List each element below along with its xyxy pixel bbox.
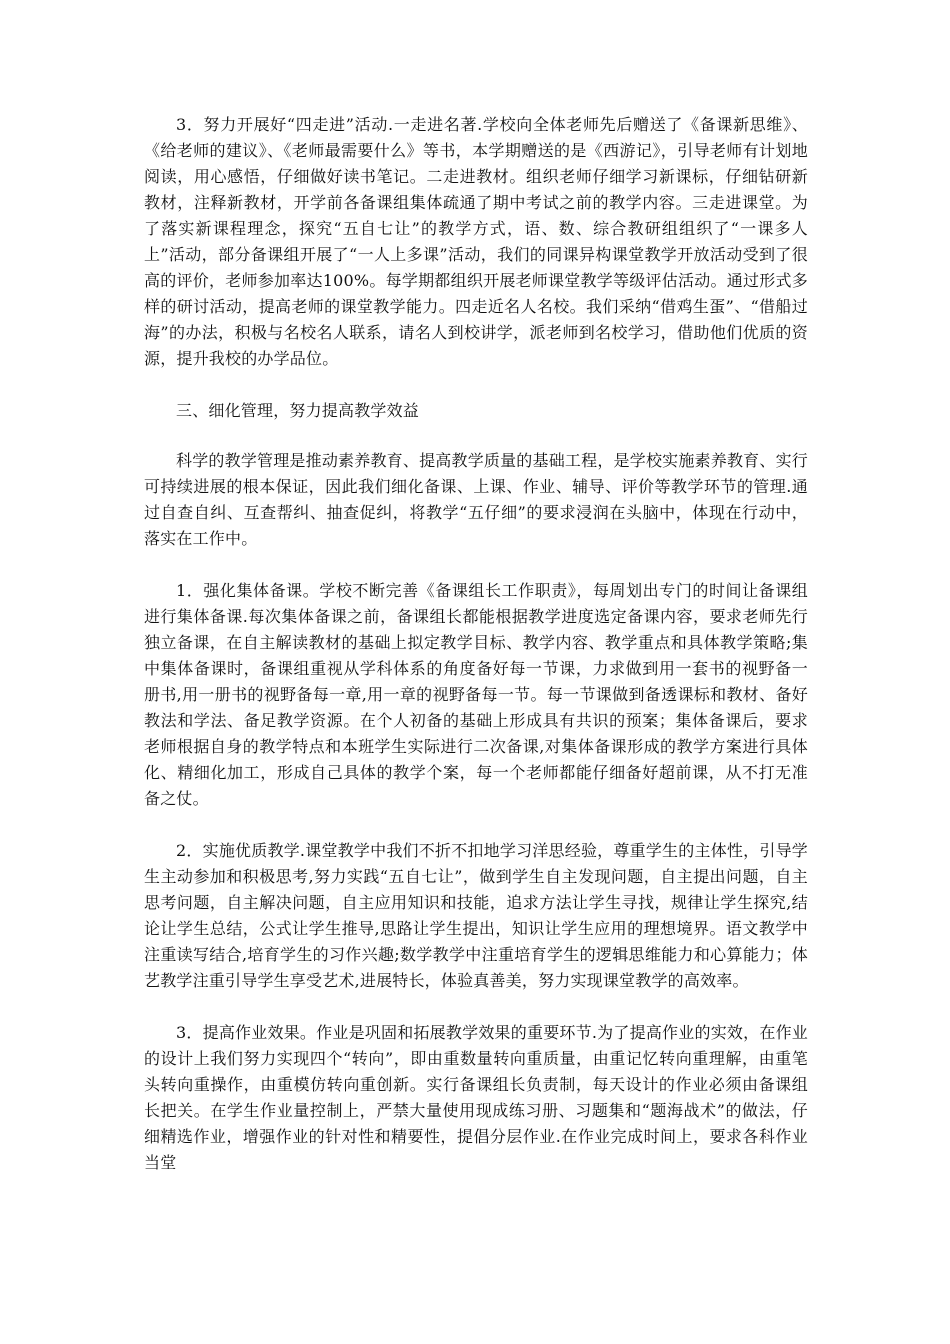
paragraph-teaching-management: 科学的教学管理是推动素养教育、提高教学质量的基础工程，是学校实施素养教育、实行可持续进展的根本保证，因此我们细化备课、上课、作业、辅导、评价等教学环节的管理.通过自查自纠、互查帮纠、抽查促纠，将教学“五仔细”的要求浸润在头脑中，体现在行动中，落实在工作中。 [144,451,808,548]
paragraph-quality-teaching: 2．实施优质教学.课堂教学中我们不折不扣地学习洋思经验，尊重学生的主体性，引导学生主动参加和积极思考,努力实践“五自七让”，做到学生自主发现问题，自主提出问题，自主思考问题，自主解决问题，自主应用知识和技能，追求方法让学生寻找，规律让学生探究,结论让学生总结，公式让学生推导,思路让学生提出，知识让学生应用的理想境界。语文教学中注重读写结合,培育学生的习作兴趣;数学教学中注重培育学生的逻辑思维能力和心算能力；体艺教学注重引导学生享受艺术,进展特长，体验真善美，努力实现课堂教学的高效率。 [144,841,808,990]
paragraph-homework-effect: 3．提高作业效果。作业是巩固和拓展教学效果的重要环节.为了提高作业的实效，在作业的设计上我们努力实现四个“转向”，即由重数量转向重质量，由重记忆转向重理解，由重笔头转向重操作，由重模仿转向重创新。实行备课组长负责制，每天设计的作业必须由备课组长把关。在学生作业量控制上，严禁大量使用现成练习册、习题集和“题海战术”的做法，仔细精选作业，增强作业的针对性和精要性，提倡分层作业.在作业完成时间上，要求各科作业当堂 [144,1023,808,1172]
document-body [144,112,808,1202]
section-heading: 三、细化管理，努力提高教学效益 [176,401,420,420]
paragraph-four-walk-ins: 3．努力开展好“四走进”活动.一走进名著.学校向全体老师先后赠送了《备课新思维》、《给老师的建议》、《老师最需要什么》等书，本学期赠送的是《西游记》，引导老师有计划地阅读，用心感悟，仔细做好读书笔记。二走进教材。组织老师仔细学习新课标，仔细钻研新教材，注释新教材，开学前各备课组集体疏通了期中考试之前的教学内容。三走进课堂。为了落实新课程理念，探究“五自七让”的教学方式，语、数、综合教研组组织了“一课多人上”活动，部分备课组开展了“一人上多课”活动，我们的同课异构课堂教学开放活动受到了很高的评价，老师参加率达100%。每学期都组织开展老师课堂教学等级评估活动。通过形式多样的研讨活动，提高老师的课堂教学能力。四走近名人名校。我们采纳“借鸡生蛋”、“借船过海”的办法，积极与名校名人联系，请名人到校讲学，派老师到名校学习，借助他们优质的资源，提升我校的办学品位。 [144,115,808,368]
paragraph-collective-lesson-prep: 1．强化集体备课。学校不断完善《备课组长工作职责》，每周划出专门的时间让备课组进行集体备课.每次集体备课之前，备课组长都能根据教学进度选定备课内容，要求老师先行独立备课，在自主解读教材的基础上拟定教学目标、教学内容、教学重点和具体教学策略;集中集体备课时，备课组重视从学科体系的角度备好每一节课，力求做到用一套书的视野备一册书,用一册书的视野备每一章,用一章的视野备每一节。每一节课做到备透课标和教材、备好教法和学法、备足教学资源。在个人初备的基础上形成具有共识的预案；集体备课后，要求老师根据自身的教学特点和本班学生实际进行二次备课,对集体备课形成的教学方案进行具体化、精细化加工，形成自己具体的教学个案，每一个老师都能仔细备好超前课，从不打无准备之仗。 [144,581,808,808]
